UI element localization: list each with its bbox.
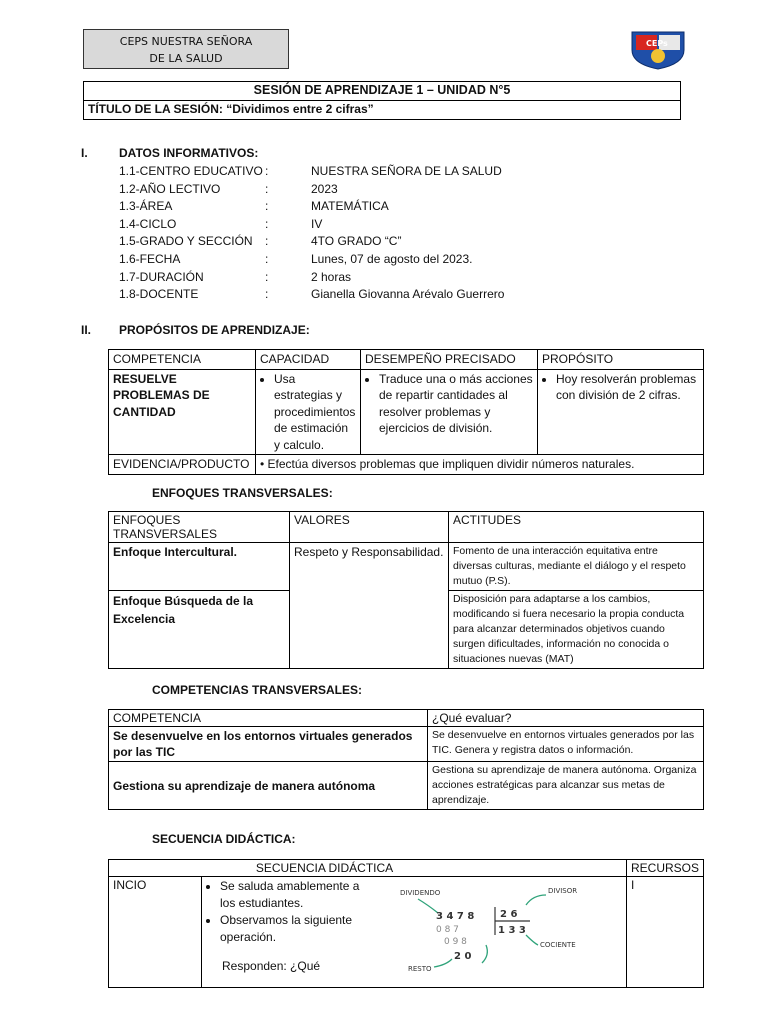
bullet-observamos: • Observamos la siguiente operación. xyxy=(220,912,368,946)
info-value: 2 horas xyxy=(311,269,352,284)
session-subtitle-label: TÍTULO DE LA SESIÓN: xyxy=(88,102,223,116)
info-value: IV xyxy=(311,216,323,231)
responden-text: Responden: ¿Qué xyxy=(222,959,321,973)
dividend-number: 3 4 7 8 xyxy=(436,911,475,922)
step2-number: 0 9 8 xyxy=(444,937,467,947)
school-name-box xyxy=(83,29,289,69)
session-header-table xyxy=(83,81,681,120)
school-name-line1: CEPS NUESTRA SEÑORA xyxy=(119,35,253,48)
info-label: 1.6-FECHA xyxy=(119,252,181,266)
info-separator: : xyxy=(265,287,269,302)
info-value: MATEMÁTICA xyxy=(311,199,389,214)
section2-title: PROPÓSITOS DE APRENDIZAJE: xyxy=(119,323,310,337)
section1-title: DATOS INFORMATIVOS: xyxy=(119,146,259,160)
competencia-cell: RESUELVE PROBLEMAS DE CANTIDAD xyxy=(109,369,256,455)
enfoques-valores: Respeto y Responsabilidad. xyxy=(290,543,449,669)
competencia-autonoma: Gestiona su aprendizaje de manera autónoma xyxy=(109,762,428,810)
info-value: 4TO GRADO “C” xyxy=(311,234,402,249)
logo-text: CEPs xyxy=(646,39,668,48)
competencias-table xyxy=(108,709,704,810)
purposes-table xyxy=(108,349,704,475)
info-label: 1.8-DOCENTE xyxy=(119,287,199,302)
info-separator: : xyxy=(265,181,269,196)
session-subtitle-cell xyxy=(84,101,681,120)
desempeno-cell xyxy=(361,369,538,455)
secuencia-header: SECUENCIA DIDÁCTICA xyxy=(109,860,627,877)
division-diagram xyxy=(398,883,598,983)
actitud-excelencia: Disposición para adaptarse a los cambios, modificando si fuera necesario la propia conducta para alcanzar determinados objetivos cuando surgen dificultades, información no conocida o situaciones nuevas (MAT) xyxy=(449,591,704,669)
enfoque-excelencia: Enfoque Búsqueda de la Excelencia xyxy=(109,591,290,669)
session-title: SESIÓN DE APRENDIZAJE 1 – UNIDAD N°5 xyxy=(84,82,681,101)
info-separator: : xyxy=(265,269,269,284)
info-label: 1.4-CICLO xyxy=(119,216,177,231)
info-separator: : xyxy=(265,199,269,214)
evidencia-label: EVIDENCIA/PRODUCTO xyxy=(109,455,256,475)
enfoques-header-actitudes: ACTITUDES xyxy=(449,512,704,543)
info-value: Lunes, 07 de agosto del 2023. xyxy=(311,252,473,266)
competencias-header-competencia: COMPETENCIA xyxy=(109,710,428,727)
enfoques-header-valores: VALORES xyxy=(290,512,449,543)
dividendo-label: DIVIDENDO xyxy=(400,889,441,897)
evaluar-autonoma: Gestiona su aprendizaje de manera autónoma. Organiza acciones estratégicas para alcanzar sus metas de aprendizaje. xyxy=(428,762,704,810)
evidencia-value: Efectúa diversos problemas que impliquen dividir números naturales. xyxy=(267,457,635,471)
remainder-number: 2 0 xyxy=(454,951,472,962)
enfoque-intercultural: Enfoque Intercultural. xyxy=(109,543,290,591)
info-value: 2023 xyxy=(311,181,338,196)
session-subtitle-value: “Dividimos entre 2 cifras” xyxy=(226,102,374,116)
evidencia-cell xyxy=(256,455,704,475)
competencias-title: COMPETENCIAS TRANSVERSALES: xyxy=(152,683,363,697)
info-separator: : xyxy=(265,216,269,231)
info-value: NUESTRA SEÑORA DE LA SALUD xyxy=(311,164,502,178)
purposes-header-proposito: PROPÓSITO xyxy=(538,350,704,370)
info-label: 1.2-AÑO LECTIVO xyxy=(119,181,221,196)
competencia-tic: Se desenvuelve en los entornos virtuales generados por las TIC xyxy=(109,727,428,762)
purposes-header-competencia: COMPETENCIA xyxy=(109,350,256,370)
bullet-icon: • xyxy=(260,457,268,471)
secuencia-title: SECUENCIA DIDÁCTICA: xyxy=(152,832,296,846)
info-separator: : xyxy=(265,164,269,178)
capacidad-cell xyxy=(256,369,361,455)
enfoques-header-enfoque: ENFOQUES TRANSVERSALES xyxy=(109,512,290,543)
section2-number: II. xyxy=(81,323,92,337)
info-label: 1.1-CENTRO EDUCATIVO xyxy=(119,164,263,178)
info-label: 1.5-GRADO Y SECCIÓN xyxy=(119,234,253,249)
info-label: 1.7-DURACIÓN xyxy=(119,269,204,284)
school-name-line2: DE LA SALUD xyxy=(149,52,223,65)
divisor-label: DIVISOR xyxy=(548,887,578,895)
info-separator: : xyxy=(265,252,269,266)
recursos-header: RECURSOS xyxy=(626,860,703,877)
enfoques-table xyxy=(108,511,704,669)
info-value: Gianella Giovanna Arévalo Guerrero xyxy=(311,287,505,302)
step1-number: 0 8 7 xyxy=(436,925,459,935)
enfoques-title: ENFOQUES TRANSVERSALES: xyxy=(152,486,333,500)
desempeno-item: • Traduce una o más acciones de repartir cantidades al resolver problemas y ejercicios de división. xyxy=(379,371,533,437)
competencias-header-evaluar: ¿Qué evaluar? xyxy=(428,710,704,727)
cociente-label: COCIENTE xyxy=(540,941,576,949)
phase-content xyxy=(202,877,627,988)
evaluar-tic: Se desenvuelve en entornos virtuales generados por las TIC. Genera y registra datos o información. xyxy=(428,727,704,762)
quotient-number: 1 3 3 xyxy=(498,925,526,936)
info-label: 1.3-ÁREA xyxy=(119,199,173,214)
capacidad-item: • Usa estrategias y procedimientos de estimación y calculo. xyxy=(274,371,356,454)
actitud-intercultural: Fomento de una interacción equitativa entre diversas culturas, mediante el diálogo y el respeto mutuo (P.S). xyxy=(449,543,704,591)
recursos-cell: I xyxy=(626,877,703,988)
secuencia-table xyxy=(108,859,704,988)
proposito-item: • Hoy resolverán problemas con división de 2 cifras. xyxy=(556,371,699,404)
phase-cell: INCIO xyxy=(109,877,202,988)
purposes-header-capacidad: CAPACIDAD xyxy=(256,350,361,370)
info-separator: : xyxy=(265,234,269,249)
section1-number: I. xyxy=(81,146,88,160)
bullet-saludo: • Se saluda amablemente a los estudiantes. xyxy=(220,878,368,912)
school-logo xyxy=(630,28,686,70)
resto-label: RESTO xyxy=(408,965,432,973)
purposes-header-desempeno: DESEMPEÑO PRECISADO xyxy=(361,350,538,370)
divisor-number: 2 6 xyxy=(500,909,518,920)
proposito-cell xyxy=(538,369,704,455)
